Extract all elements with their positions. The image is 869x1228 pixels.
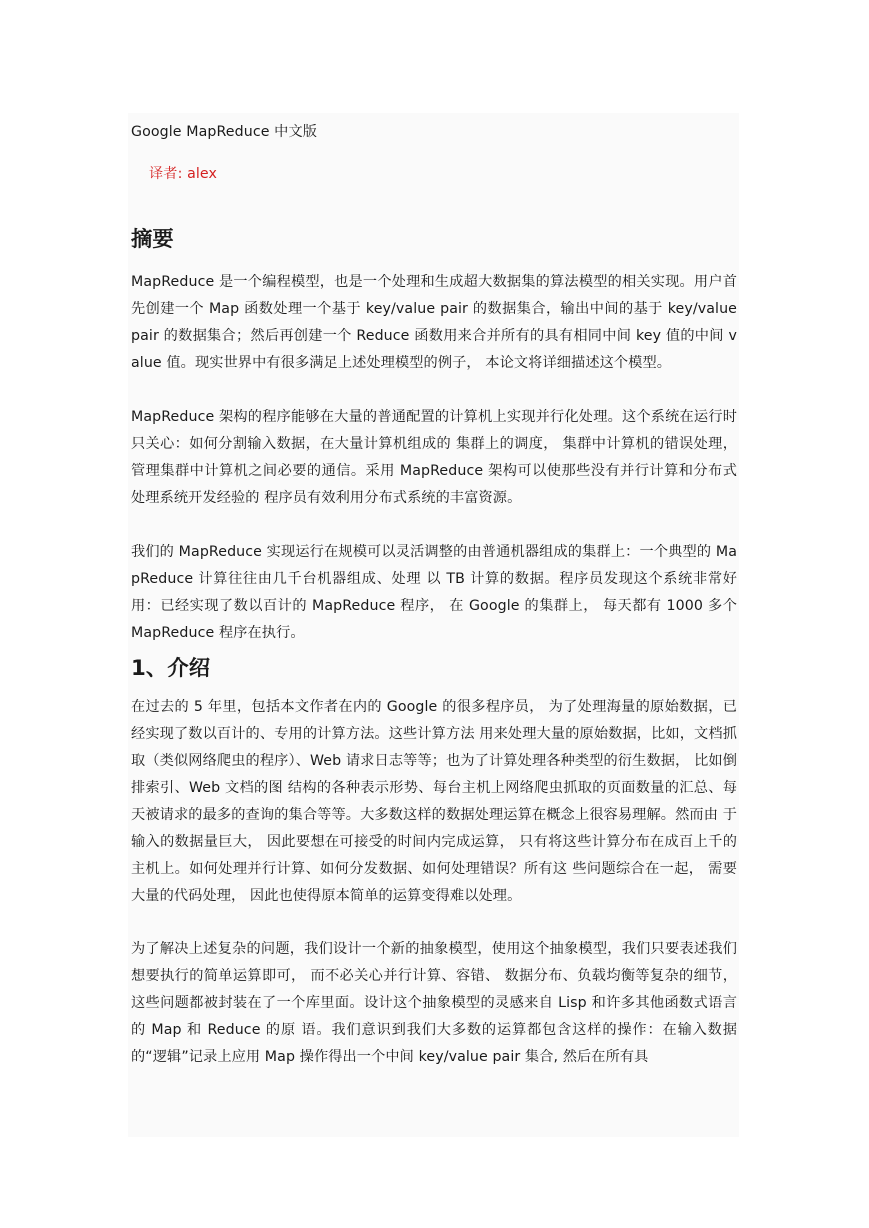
intro-paragraph-2: 为了解决上述复杂的问题，我们设计一个新的抽象模型，使用这个抽象模型，我们只要表述我们想要执行的简单运算即可， 而不必关心并行计算、容错、 数据分布、负载均衡等复杂的细节， 这些问题都被封装在了一个库里面。设计这个抽象模型的灵感来自 Lisp 和许多其他函数式语言的 Map 和 Reduce 的原 语。我们意识到我们大多数的运算都包含这样的操作：在输入数据的“逻辑”记录上应用 Map 操作得出一个中间 key/value pair 集合, 然后在所有具 bbox=[131, 941, 737, 1065]
abstract-paragraph-2: MapReduce 架构的程序能够在大量的普通配置的计算机上实现并行化处理。这个系统在运行时只关心：如何分割输入数据，在大量计算机组成的 集群上的调度， 集群中计算机的错误处理，管理集群中计算机之间必要的通信。采用 MapReduce 架构可以使那些没有并行计算和分布式处理系统开发经验的 程序员有效利用分布式系统的丰富资源。 bbox=[131, 409, 737, 506]
abstract-paragraph-3: 我们的 MapReduce 实现运行在规模可以灵活调整的由普通机器组成的集群上：一个典型的 MapReduce 计算往往由几千台机器组成、处理 以 TB 计算的数据。程序员发现这个系统非常好用：已经实现了数以百计的 MapReduce 程序， 在 Google 的集群上， 每天都有 1000 多个 MapReduce 程序在执行。 bbox=[131, 544, 737, 641]
intro-paragraph-1: 在过去的 5 年里，包括本文作者在内的 Google 的很多程序员， 为了处理海量的原始数据，已经实现了数以百计的、专用的计算方法。这些计算方法 用来处理大量的原始数据，比如，文档抓取（类似网络爬虫的程序）、Web 请求日志等等；也为了计算处理各种类型的衍生数据， 比如倒排索引、Web 文档的图 结构的各种表示形势、每台主机上网络爬虫抓取的页面数量的汇总、每天被请求的最多的查询的集合等等。大多数这样的数据处理运算在概念上很容易理解。然而由 于输入的数据量巨大， 因此要想在可接受的时间内完成运算， 只有将这些计算分布在成百上千的主机上。如何处理并行计算、如何分发数据、如何处理错误？所有这 些问题综合在一起， 需要大量的代码处理， 因此也使得原本简单的运算变得难以处理。 bbox=[131, 699, 737, 904]
abstract-heading: 摘要 bbox=[131, 227, 174, 252]
abstract-paragraph-1: MapReduce 是一个编程模型，也是一个处理和生成超大数据集的算法模型的相关实现。用户首先创建一个 Map 函数处理一个基于 key/value pair 的数据集合，输出中间的基于 key/value pair 的数据集合；然后再创建一个 Reduce 函数用来合并所有的具有相同中间 key 值的中间 value 值。现实世界中有很多满足上述处理模型的例子， 本论文将详细描述这个模型。 bbox=[131, 274, 737, 371]
intro-heading: 1、介绍 bbox=[131, 656, 211, 681]
document-title: Google MapReduce 中文版 bbox=[131, 124, 318, 140]
translator-credit: 译者: alex bbox=[149, 166, 217, 182]
document-body bbox=[131, 120, 737, 1071]
